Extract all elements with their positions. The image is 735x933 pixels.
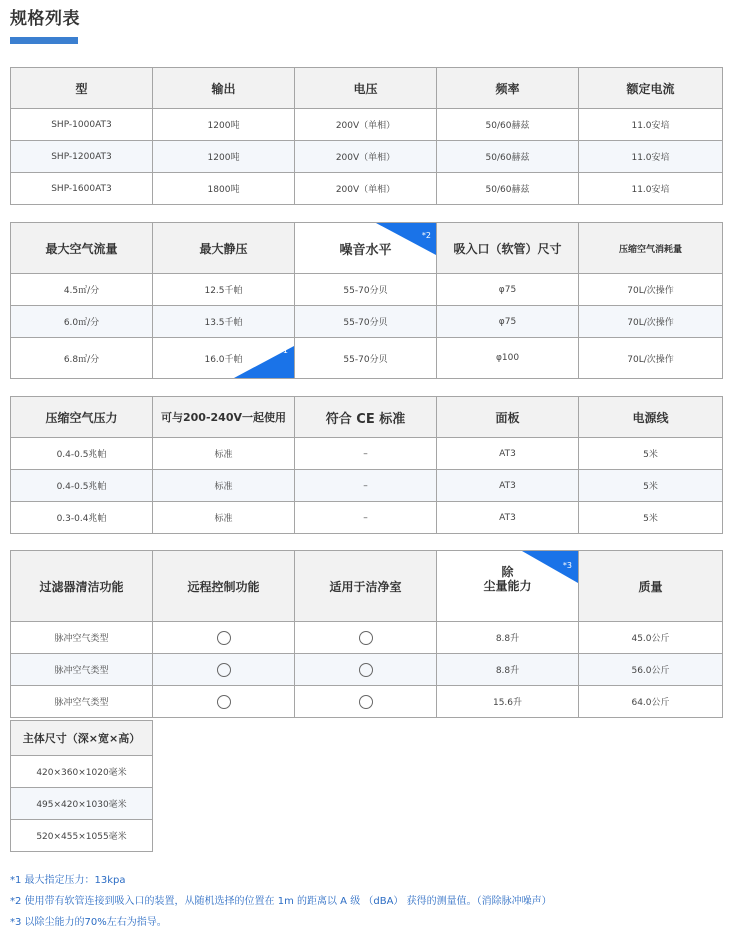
header-noise-label: 噪音水平: [339, 242, 392, 258]
cell-voltage: 200V（单相）: [295, 173, 437, 205]
table-row: [11, 338, 723, 379]
cell-dimensions: 495×420×1030毫米: [11, 788, 153, 820]
footnote-2: *2 使用带有软管连接到吸入口的装置，从随机选择的位置在 1m 的距离以 A 级 （dBA） 获得的测量值。（消除脉冲噪声）: [10, 896, 552, 907]
cell-power-cord: 5米: [579, 470, 723, 502]
header-model: 型: [11, 68, 153, 109]
cell-dust-capacity: 8.8升: [437, 654, 579, 686]
table-row: [11, 470, 723, 502]
header-ce-compliance: 符合 CE 标准: [295, 397, 437, 438]
cell-frequency: 50/60赫兹: [437, 173, 579, 205]
table-header-row: [11, 68, 723, 109]
header-cleanroom: 适用于洁净室: [295, 551, 437, 622]
cell-voltage-compat: 标准: [153, 470, 295, 502]
cell-model: SHP-1200AT3: [11, 141, 153, 173]
cell-remote: [153, 686, 295, 718]
cell-power-cord: 5米: [579, 502, 723, 534]
cell-voltage-compat: 标准: [153, 502, 295, 534]
cell-mass: 64.0公斤: [579, 686, 723, 718]
header-inlet-size: 吸入口（软管）尺寸: [437, 223, 579, 274]
cell-output: 1200吨: [153, 109, 295, 141]
cell-cleanroom: [295, 654, 437, 686]
cell-airflow: 6.8㎥/分: [11, 338, 153, 379]
table-header-row: [11, 721, 153, 756]
table-row: [11, 788, 153, 820]
cell-noise: 55-70分贝: [295, 274, 437, 306]
cell-model: SHP-1000AT3: [11, 109, 153, 141]
cell-cleanroom: [295, 622, 437, 654]
circle-mark-icon: [217, 695, 231, 709]
cell-consumption: 70L/次操作: [579, 338, 723, 379]
note-tag-3: *3: [562, 561, 572, 570]
table-row: [11, 438, 723, 470]
cell-voltage: 200V（单相）: [295, 141, 437, 173]
cell-inlet: φ100: [437, 338, 579, 379]
cell-filter-type: 脉冲空气类型: [11, 686, 153, 718]
cell-current: 11.0安培: [579, 173, 723, 205]
footnote-1: *1 最大指定压力：13kpa: [10, 875, 126, 886]
table-row: [11, 173, 723, 205]
spec-table-dimensions: [10, 720, 153, 852]
cell-static-pressure-value: 16.0千帕: [204, 354, 243, 365]
header-power-cord: 电源线: [579, 397, 723, 438]
spec-table-features: [10, 550, 723, 718]
circle-mark-icon: [359, 631, 373, 645]
table-row: [11, 274, 723, 306]
table-header-row: [11, 397, 723, 438]
cell-panel: AT3: [437, 470, 579, 502]
table-row: [11, 141, 723, 173]
cell-voltage: 200V（单相）: [295, 109, 437, 141]
cell-mass: 56.0公斤: [579, 654, 723, 686]
note-tag-2: *2: [421, 231, 431, 240]
cell-dimensions: 420×360×1020毫米: [11, 756, 153, 788]
footnote-3: *3 以除尘能力的70%左右为指导。: [10, 917, 167, 928]
cell-noise: 55-70分贝: [295, 338, 437, 379]
table-row: [11, 109, 723, 141]
header-dimensions: 主体尺寸（深×宽×高）: [11, 721, 153, 756]
table-header-row: [11, 223, 723, 274]
cell-inlet: φ75: [437, 274, 579, 306]
cell-air-pressure: 0.4-0.5兆帕: [11, 438, 153, 470]
header-voltage: 电压: [295, 68, 437, 109]
spec-table-compressed-air: [10, 396, 723, 534]
cell-output: 1800吨: [153, 173, 295, 205]
cell-power-cord: 5米: [579, 438, 723, 470]
table-row: [11, 622, 723, 654]
cell-airflow: 6.0㎥/分: [11, 306, 153, 338]
cell-static-pressure: 12.5千帕: [153, 274, 295, 306]
cell-remote: [153, 654, 295, 686]
cell-filter-type: 脉冲空气类型: [11, 654, 153, 686]
cell-air-pressure: 0.4-0.5兆帕: [11, 470, 153, 502]
cell-current: 11.0安培: [579, 141, 723, 173]
header-air-pressure: 压缩空气压力: [11, 397, 153, 438]
cell-static-pressure: 13.5千帕: [153, 306, 295, 338]
table-row: [11, 306, 723, 338]
cell-cleanroom: [295, 686, 437, 718]
cell-inlet: φ75: [437, 306, 579, 338]
cell-ce: –: [295, 502, 437, 534]
header-max-static-pressure: 最大静压: [153, 223, 295, 274]
cell-airflow: 4.5㎥/分: [11, 274, 153, 306]
cell-consumption: 70L/次操作: [579, 306, 723, 338]
header-air-consumption: 压缩空气消耗量: [579, 223, 723, 274]
page-title: 规格列表: [10, 9, 80, 29]
cell-consumption: 70L/次操作: [579, 274, 723, 306]
header-dust-capacity: [437, 551, 579, 622]
cell-frequency: 50/60赫兹: [437, 109, 579, 141]
table-row: [11, 654, 723, 686]
cell-static-pressure: [153, 338, 295, 379]
cell-noise: 55-70分贝: [295, 306, 437, 338]
header-output: 输出: [153, 68, 295, 109]
cell-panel: AT3: [437, 502, 579, 534]
cell-mass: 45.0公斤: [579, 622, 723, 654]
header-remote-control: 远程控制功能: [153, 551, 295, 622]
header-dust-label: 除 尘量能力: [483, 565, 532, 593]
circle-mark-icon: [359, 695, 373, 709]
table-row: [11, 502, 723, 534]
spec-table-airflow: [10, 222, 723, 379]
header-filter-cleaning: 过滤器清洁功能: [11, 551, 153, 622]
cell-ce: –: [295, 438, 437, 470]
cell-frequency: 50/60赫兹: [437, 141, 579, 173]
cell-dust-capacity: 15.6升: [437, 686, 579, 718]
spec-table-electrical: [10, 67, 723, 205]
table-row: [11, 756, 153, 788]
cell-panel: AT3: [437, 438, 579, 470]
header-mass: 质量: [579, 551, 723, 622]
circle-mark-icon: [217, 631, 231, 645]
table-header-row: [11, 551, 723, 622]
title-underline: [10, 37, 78, 44]
header-rated-current: 额定电流: [579, 68, 723, 109]
table-row: [11, 820, 153, 852]
cell-dust-capacity: 8.8升: [437, 622, 579, 654]
cell-output: 1200吨: [153, 141, 295, 173]
header-voltage-compat: 可与200-240V一起使用: [153, 397, 295, 438]
footnotes: [10, 870, 552, 933]
cell-remote: [153, 622, 295, 654]
cell-ce: –: [295, 470, 437, 502]
cell-model: SHP-1600AT3: [11, 173, 153, 205]
cell-voltage-compat: 标准: [153, 438, 295, 470]
header-noise-level: [295, 223, 437, 274]
header-max-airflow: 最大空气流量: [11, 223, 153, 274]
cell-air-pressure: 0.3-0.4兆帕: [11, 502, 153, 534]
cell-dimensions: 520×455×1055毫米: [11, 820, 153, 852]
header-panel: 面板: [437, 397, 579, 438]
table-row: [11, 686, 723, 718]
note-tag-1: *1: [278, 346, 288, 355]
header-frequency: 频率: [437, 68, 579, 109]
circle-mark-icon: [217, 663, 231, 677]
cell-filter-type: 脉冲空气类型: [11, 622, 153, 654]
circle-mark-icon: [359, 663, 373, 677]
cell-current: 11.0安培: [579, 109, 723, 141]
